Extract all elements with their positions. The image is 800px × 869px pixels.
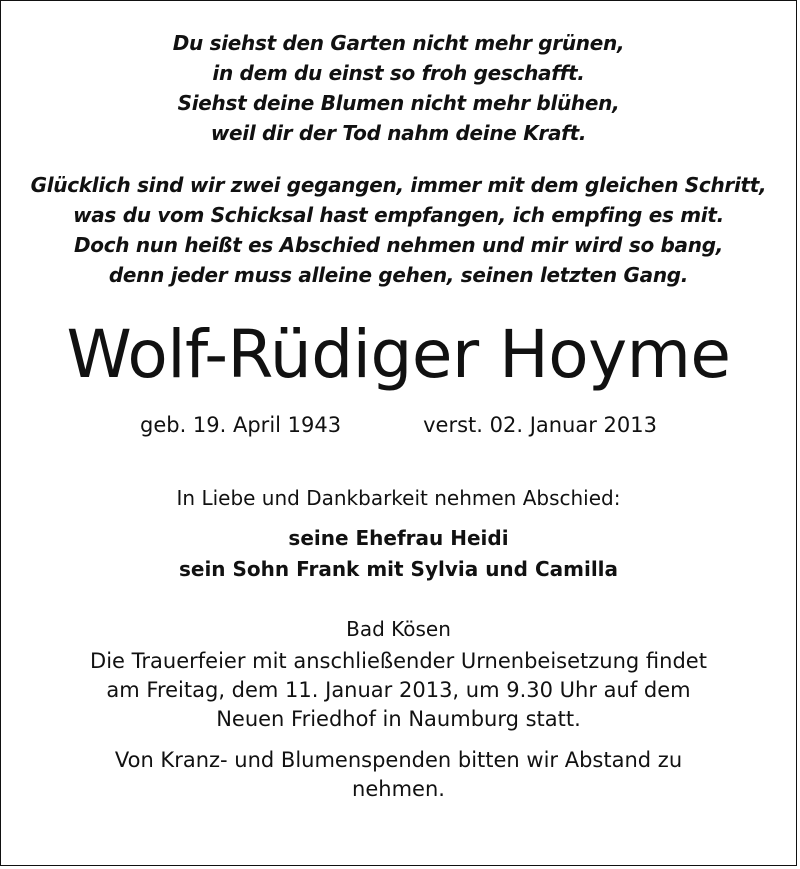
poem-line: denn jeder muss alleine gehen, seinen letzten Gang. (108, 263, 689, 287)
mourner-name: seine Ehefrau Heidi (288, 526, 509, 550)
funeral-line: Die Trauerfeier mit anschließender Urnenbeisetzung findet (90, 649, 707, 673)
donations-line: nehmen. (352, 777, 445, 801)
poem-line: Siehst deine Blumen nicht mehr blühen, (177, 91, 620, 115)
life-dates (1, 410, 796, 440)
deceased-name: Wolf-Rüdiger Hoyme (66, 316, 731, 393)
poem-line: Glücklich sind wir zwei gegangen, immer mit dem gleichen Schritt, (30, 173, 767, 197)
mourners-list (1, 523, 796, 585)
funeral-line: Neuen Friedhof in Naumburg statt. (216, 707, 581, 731)
mourners-intro: In Liebe und Dankbarkeit nehmen Abschied: (176, 486, 621, 510)
funeral-notice (1, 647, 796, 734)
poem-line: Doch nun heißt es Abschied nehmen und mir wird so bang, (73, 233, 724, 257)
poem-line: was du vom Schicksal hast empfangen, ich empfing es mit. (73, 203, 724, 227)
death-date: verst. 02. Januar 2013 (423, 413, 657, 437)
donations-notice (1, 746, 796, 804)
poem-line: in dem du einst so froh geschafft. (212, 61, 585, 85)
poem-line: weil dir der Tod nahm deine Kraft. (210, 121, 587, 145)
poem-stanza-1 (1, 28, 796, 148)
mourner-name: sein Sohn Frank mit Sylvia und Camilla (178, 557, 619, 581)
place: Bad Kösen (346, 617, 451, 641)
funeral-line: am Freitag, dem 11. Januar 2013, um 9.30 Uhr auf dem (106, 678, 691, 702)
donations-line: Von Kranz- und Blumenspenden bitten wir Abstand zu (114, 748, 683, 772)
birth-date: geb. 19. April 1943 (139, 413, 342, 437)
poem-line: Du siehst den Garten nicht mehr grünen, (172, 31, 625, 55)
poem-stanza-2 (1, 170, 796, 290)
